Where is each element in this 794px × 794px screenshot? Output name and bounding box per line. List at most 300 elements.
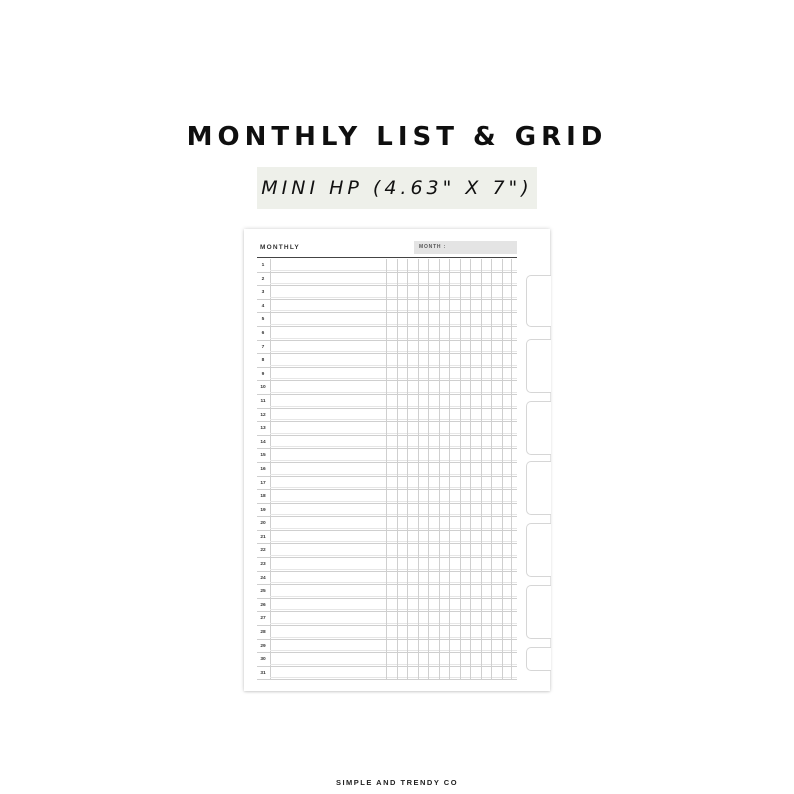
tracker-cell[interactable] [386,477,397,491]
table-row[interactable] [257,463,517,477]
tracker-cell[interactable] [418,667,429,681]
tracker-cell[interactable] [397,504,408,518]
tracker-cell[interactable] [460,517,471,531]
tracker-cell[interactable] [386,490,397,504]
tracker-cell[interactable] [491,395,502,409]
tracker-cell[interactable] [449,395,460,409]
tracker-cell[interactable] [491,286,502,300]
tracker-cell[interactable] [386,667,397,681]
tracker-cell[interactable] [407,409,418,423]
tracker-cell[interactable] [407,395,418,409]
tracker-cell[interactable] [470,531,481,545]
tracker-cell[interactable] [439,667,450,681]
tracker-cell[interactable] [386,640,397,654]
tracker-cell[interactable] [386,341,397,355]
table-row[interactable] [257,572,517,586]
tracker-cell[interactable] [449,585,460,599]
tracker-cell[interactable] [407,341,418,355]
tracker-cell[interactable] [418,544,429,558]
tracker-cell[interactable] [397,531,408,545]
tracker-cell[interactable] [491,599,502,613]
tracker-cell[interactable] [428,572,439,586]
tracker-cell[interactable] [428,544,439,558]
table-row[interactable] [257,585,517,599]
tracker-cell[interactable] [449,259,460,273]
tracker-cell[interactable] [407,667,418,681]
tracker-cell[interactable] [502,477,513,491]
tracker-cell[interactable] [407,517,418,531]
tracker-cell[interactable] [470,653,481,667]
tracker-cell[interactable] [502,599,513,613]
tracker-cell[interactable] [470,544,481,558]
tracker-cell[interactable] [418,504,429,518]
table-row[interactable] [257,599,517,613]
tracker-cell[interactable] [439,286,450,300]
tracker-cell[interactable] [407,449,418,463]
tracker-cell[interactable] [470,273,481,287]
table-row[interactable] [257,286,517,300]
table-row[interactable] [257,341,517,355]
tracker-cell[interactable] [470,667,481,681]
tracker-cell[interactable] [502,259,513,273]
tracker-cell[interactable] [449,667,460,681]
tracker-cell[interactable] [502,449,513,463]
tracker-cell[interactable] [460,436,471,450]
tracker-cell[interactable] [439,544,450,558]
tracker-cell[interactable] [407,585,418,599]
tracker-cell[interactable] [428,463,439,477]
tracker-cell[interactable] [470,436,481,450]
tracker-cell[interactable] [407,381,418,395]
tracker-cell[interactable] [502,585,513,599]
tracker-cell[interactable] [449,599,460,613]
tracker-cell[interactable] [407,477,418,491]
tracker-cell[interactable] [428,640,439,654]
tracker-cell[interactable] [449,381,460,395]
tracker-cell[interactable] [481,626,492,640]
table-row[interactable] [257,313,517,327]
tracker-cell[interactable] [397,585,408,599]
tracker-cell[interactable] [449,327,460,341]
tracker-cell[interactable] [491,422,502,436]
tracker-cell[interactable] [460,504,471,518]
tracker-cell[interactable] [502,640,513,654]
tracker-cell[interactable] [397,341,408,355]
tracker-cell[interactable] [449,544,460,558]
tracker-cell[interactable] [439,381,450,395]
tracker-cell[interactable] [418,558,429,572]
tracker-cell[interactable] [481,667,492,681]
tracker-cell[interactable] [386,585,397,599]
tracker-cell[interactable] [386,436,397,450]
tracker-cell[interactable] [386,653,397,667]
month-field[interactable] [414,241,517,254]
tracker-cell[interactable] [397,517,408,531]
tracker-cell[interactable] [428,504,439,518]
tracker-cell[interactable] [449,409,460,423]
tracker-cell[interactable] [470,626,481,640]
tracker-cell[interactable] [439,409,450,423]
table-row[interactable] [257,381,517,395]
tracker-cell[interactable] [418,463,429,477]
tracker-cell[interactable] [439,368,450,382]
tracker-cell[interactable] [460,585,471,599]
tracker-cell[interactable] [397,436,408,450]
tracker-cell[interactable] [481,599,492,613]
tracker-cell[interactable] [407,612,418,626]
tracker-cell[interactable] [439,300,450,314]
tracker-cell[interactable] [386,612,397,626]
tracker-cell[interactable] [491,558,502,572]
tracker-cell[interactable] [460,653,471,667]
tracker-cell[interactable] [470,300,481,314]
tracker-cell[interactable] [481,381,492,395]
tracker-cell[interactable] [397,463,408,477]
tracker-cell[interactable] [407,463,418,477]
tracker-cell[interactable] [470,368,481,382]
table-row[interactable] [257,544,517,558]
tracker-cell[interactable] [460,395,471,409]
tracker-cell[interactable] [449,558,460,572]
tracker-cell[interactable] [481,558,492,572]
tracker-cell[interactable] [428,259,439,273]
tracker-cell[interactable] [502,409,513,423]
tracker-cell[interactable] [449,572,460,586]
tracker-cell[interactable] [418,585,429,599]
tracker-cell[interactable] [491,626,502,640]
tracker-cell[interactable] [491,300,502,314]
tracker-cell[interactable] [502,612,513,626]
tracker-cell[interactable] [460,449,471,463]
tracker-cell[interactable] [449,640,460,654]
tracker-cell[interactable] [418,313,429,327]
table-row[interactable] [257,327,517,341]
tracker-cell[interactable] [470,341,481,355]
tracker-cell[interactable] [460,626,471,640]
tracker-cell[interactable] [397,409,408,423]
tracker-cell[interactable] [470,313,481,327]
tracker-cell[interactable] [481,286,492,300]
tracker-cell[interactable] [439,273,450,287]
tracker-cell[interactable] [460,558,471,572]
tracker-cell[interactable] [491,409,502,423]
tracker-cell[interactable] [407,626,418,640]
tracker-cell[interactable] [407,572,418,586]
tracker-cell[interactable] [470,422,481,436]
tracker-cell[interactable] [418,422,429,436]
tracker-cell[interactable] [428,558,439,572]
tracker-cell[interactable] [386,381,397,395]
tracker-cell[interactable] [502,463,513,477]
tracker-cell[interactable] [386,626,397,640]
tracker-cell[interactable] [481,449,492,463]
tracker-cell[interactable] [481,313,492,327]
tracker-cell[interactable] [418,531,429,545]
tracker-cell[interactable] [428,585,439,599]
tracker-cell[interactable] [481,259,492,273]
table-row[interactable] [257,626,517,640]
tracker-cell[interactable] [428,599,439,613]
tracker-cell[interactable] [460,300,471,314]
tracker-cell[interactable] [407,558,418,572]
table-row[interactable] [257,477,517,491]
tracker-cell[interactable] [481,463,492,477]
tracker-cell[interactable] [491,463,502,477]
tracker-cell[interactable] [418,286,429,300]
tracker-cell[interactable] [439,517,450,531]
tracker-cell[interactable] [418,381,429,395]
tracker-cell[interactable] [470,463,481,477]
tracker-cell[interactable] [502,544,513,558]
table-row[interactable] [257,517,517,531]
tracker-cell[interactable] [491,653,502,667]
tracker-cell[interactable] [449,300,460,314]
tracker-cell[interactable] [470,395,481,409]
tracker-cell[interactable] [460,273,471,287]
tracker-cell[interactable] [491,313,502,327]
tracker-cell[interactable] [460,463,471,477]
tracker-cell[interactable] [397,259,408,273]
tracker-cell[interactable] [418,436,429,450]
tracker-cell[interactable] [481,653,492,667]
tracker-cell[interactable] [449,313,460,327]
tracker-cell[interactable] [439,436,450,450]
tracker-cell[interactable] [397,626,408,640]
tracker-cell[interactable] [439,449,450,463]
tracker-cell[interactable] [439,504,450,518]
tracker-cell[interactable] [397,653,408,667]
tracker-cell[interactable] [502,504,513,518]
tracker-cell[interactable] [439,313,450,327]
tracker-cell[interactable] [449,463,460,477]
tracker-cell[interactable] [407,599,418,613]
tracker-cell[interactable] [386,599,397,613]
tracker-cell[interactable] [418,327,429,341]
tracker-cell[interactable] [449,273,460,287]
tracker-cell[interactable] [418,612,429,626]
tracker-cell[interactable] [407,354,418,368]
tracker-cell[interactable] [428,395,439,409]
tracker-cell[interactable] [397,544,408,558]
tracker-cell[interactable] [428,531,439,545]
tracker-cell[interactable] [481,477,492,491]
tracker-cell[interactable] [428,490,439,504]
tracker-cell[interactable] [470,409,481,423]
tracker-cell[interactable] [470,585,481,599]
tracker-cell[interactable] [407,313,418,327]
tracker-cell[interactable] [491,667,502,681]
table-row[interactable] [257,409,517,423]
tracker-cell[interactable] [449,354,460,368]
tracker-cell[interactable] [428,341,439,355]
tracker-cell[interactable] [502,273,513,287]
tracker-cell[interactable] [502,327,513,341]
tracker-cell[interactable] [439,626,450,640]
tracker-cell[interactable] [397,449,408,463]
tracker-cell[interactable] [439,463,450,477]
tracker-cell[interactable] [491,477,502,491]
table-row[interactable] [257,395,517,409]
tracker-cell[interactable] [491,449,502,463]
table-row[interactable] [257,531,517,545]
tracker-cell[interactable] [386,259,397,273]
tracker-cell[interactable] [460,544,471,558]
tracker-cell[interactable] [502,572,513,586]
tracker-cell[interactable] [439,599,450,613]
tracker-cell[interactable] [449,490,460,504]
tracker-cell[interactable] [460,477,471,491]
tracker-cell[interactable] [397,667,408,681]
tracker-cell[interactable] [428,354,439,368]
table-row[interactable] [257,368,517,382]
tracker-cell[interactable] [428,667,439,681]
table-row[interactable] [257,422,517,436]
tracker-cell[interactable] [386,558,397,572]
tracker-cell[interactable] [397,599,408,613]
tracker-cell[interactable] [386,531,397,545]
tracker-cell[interactable] [502,558,513,572]
tracker-cell[interactable] [502,436,513,450]
tracker-cell[interactable] [460,341,471,355]
tracker-cell[interactable] [428,653,439,667]
tracker-cell[interactable] [386,354,397,368]
tracker-cell[interactable] [439,585,450,599]
tracker-cell[interactable] [428,422,439,436]
tracker-cell[interactable] [418,300,429,314]
tracker-cell[interactable] [418,395,429,409]
tracker-cell[interactable] [460,327,471,341]
tracker-cell[interactable] [449,368,460,382]
tracker-cell[interactable] [439,259,450,273]
tracker-cell[interactable] [407,327,418,341]
tracker-cell[interactable] [502,653,513,667]
tracker-cell[interactable] [386,409,397,423]
tracker-cell[interactable] [491,544,502,558]
tracker-cell[interactable] [481,368,492,382]
tracker-cell[interactable] [397,354,408,368]
tracker-cell[interactable] [449,422,460,436]
tracker-cell[interactable] [470,259,481,273]
tracker-cell[interactable] [502,286,513,300]
tracker-cell[interactable] [407,259,418,273]
tracker-cell[interactable] [428,449,439,463]
tracker-cell[interactable] [491,504,502,518]
tracker-cell[interactable] [449,612,460,626]
tracker-cell[interactable] [418,409,429,423]
tracker-cell[interactable] [481,640,492,654]
tracker-cell[interactable] [386,300,397,314]
tracker-cell[interactable] [502,490,513,504]
tracker-cell[interactable] [397,612,408,626]
tracker-cell[interactable] [397,572,408,586]
tracker-cell[interactable] [407,273,418,287]
tracker-cell[interactable] [397,300,408,314]
tracker-cell[interactable] [491,273,502,287]
tracker-cell[interactable] [491,585,502,599]
tracker-cell[interactable] [460,354,471,368]
tracker-cell[interactable] [460,259,471,273]
tracker-cell[interactable] [460,667,471,681]
tracker-cell[interactable] [470,572,481,586]
table-row[interactable] [257,300,517,314]
tracker-cell[interactable] [460,531,471,545]
tracker-cell[interactable] [502,368,513,382]
tracker-cell[interactable] [428,300,439,314]
tracker-cell[interactable] [386,313,397,327]
tracker-cell[interactable] [449,286,460,300]
tracker-cell[interactable] [470,517,481,531]
tracker-cell[interactable] [418,477,429,491]
tracker-cell[interactable] [481,436,492,450]
table-row[interactable] [257,449,517,463]
tracker-cell[interactable] [449,436,460,450]
tracker-cell[interactable] [481,490,492,504]
tracker-cell[interactable] [428,409,439,423]
tracker-cell[interactable] [470,640,481,654]
tracker-cell[interactable] [439,395,450,409]
tracker-cell[interactable] [460,640,471,654]
tracker-cell[interactable] [470,477,481,491]
tracker-cell[interactable] [449,517,460,531]
tracker-cell[interactable] [439,422,450,436]
tracker-cell[interactable] [386,273,397,287]
tracker-cell[interactable] [407,490,418,504]
tracker-cell[interactable] [449,531,460,545]
tracker-cell[interactable] [481,422,492,436]
tracker-cell[interactable] [502,422,513,436]
table-row[interactable] [257,259,517,273]
tracker-cell[interactable] [491,341,502,355]
tracker-cell[interactable] [491,436,502,450]
tracker-cell[interactable] [502,381,513,395]
tracker-cell[interactable] [460,381,471,395]
tracker-cell[interactable] [439,640,450,654]
tracker-cell[interactable] [470,599,481,613]
tracker-cell[interactable] [397,286,408,300]
tracker-cell[interactable] [397,422,408,436]
table-row[interactable] [257,558,517,572]
tracker-cell[interactable] [502,626,513,640]
tracker-cell[interactable] [407,368,418,382]
tracker-cell[interactable] [407,300,418,314]
tracker-cell[interactable] [428,436,439,450]
tracker-cell[interactable] [439,354,450,368]
tracker-cell[interactable] [439,558,450,572]
tracker-cell[interactable] [407,422,418,436]
tracker-cell[interactable] [439,341,450,355]
tracker-cell[interactable] [428,517,439,531]
tracker-cell[interactable] [449,477,460,491]
tracker-cell[interactable] [460,409,471,423]
tracker-cell[interactable] [502,354,513,368]
tracker-cell[interactable] [491,490,502,504]
tracker-cell[interactable] [439,572,450,586]
tracker-cell[interactable] [428,381,439,395]
tracker-cell[interactable] [407,286,418,300]
tracker-cell[interactable] [386,463,397,477]
table-row[interactable] [257,436,517,450]
tracker-cell[interactable] [386,572,397,586]
tracker-cell[interactable] [481,585,492,599]
tracker-cell[interactable] [418,490,429,504]
tracker-cell[interactable] [449,504,460,518]
tracker-cell[interactable] [397,327,408,341]
tracker-cell[interactable] [470,490,481,504]
tracker-cell[interactable] [439,612,450,626]
tracker-cell[interactable] [460,313,471,327]
tracker-cell[interactable] [481,354,492,368]
tracker-cell[interactable] [386,286,397,300]
